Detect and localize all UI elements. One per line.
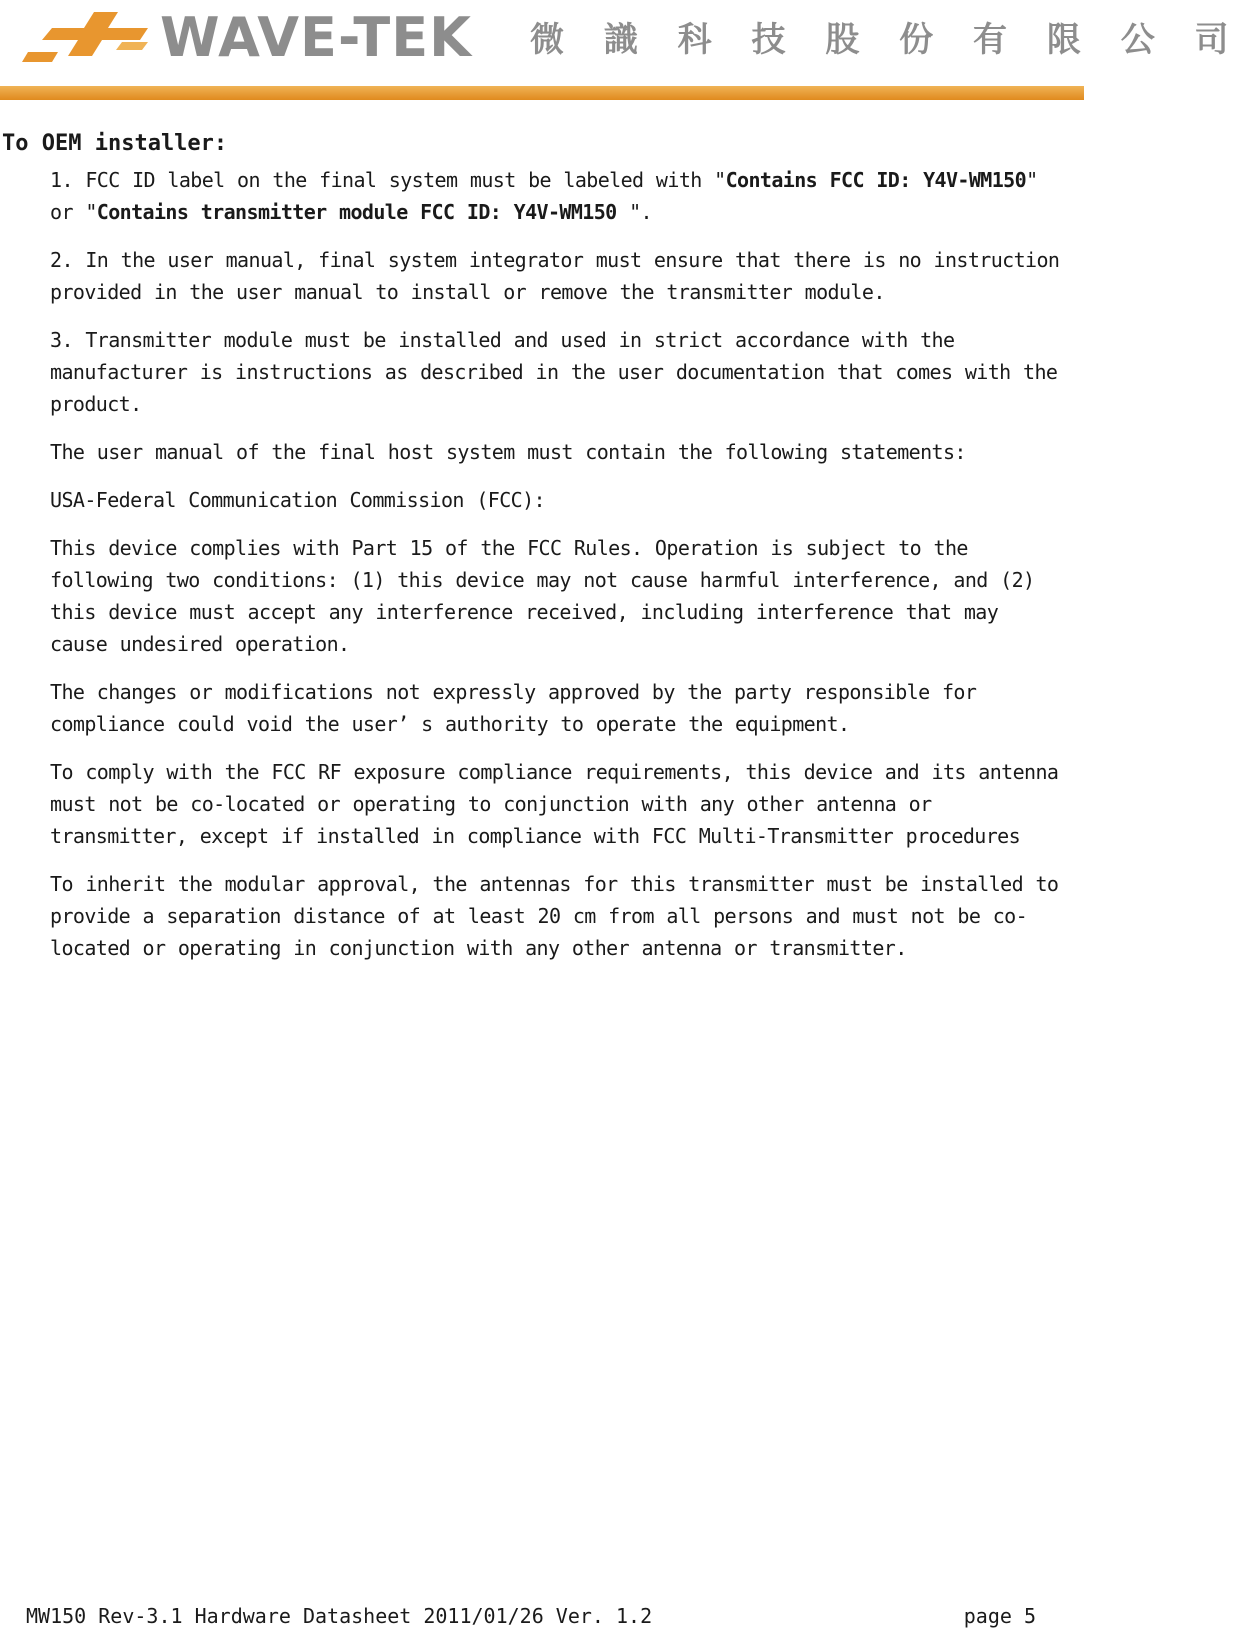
brand-logo-text: WAVE-TEK [160,6,472,69]
paragraph-modifications [50,676,1060,740]
text-run: " or " [50,168,1038,224]
page-number: page 5 [963,1604,1036,1628]
page-footer [26,1604,1036,1628]
brand-chinese-name: 微 識 科 技 股 份 有 限 公 司 [530,20,1243,60]
paragraph-fcc-label [50,164,1060,228]
paragraph-fcc-heading: USA-Federal Communication Commission (FCC): [50,488,545,512]
text-run: ". [616,200,652,224]
text-run-emphasis: compliance could void the user’ s authority to operate the equipment. [50,712,850,736]
module-fcc-id-statement: Contains transmitter module FCC ID: Y4V-WM150 [96,200,617,224]
text-run: The changes or modifications not expressly approved by the party responsible for [50,680,977,704]
paragraph-statements-intro: The user manual of the final host system must contain the following statements: [50,440,966,464]
document-body [0,128,1084,980]
footer-document-info: MW150 Rev-3.1 Hardware Datasheet 2011/01/26 Ver. 1.2 [26,1604,653,1628]
section-title: To OEM installer: [2,131,228,156]
header-accent-bar [0,86,1084,100]
paragraph-rf-exposure: To comply with the FCC RF exposure compliance requirements, this device and its antenna must not be co-located or operating to conjunction with any other antenna or transmitter, except if installed in compliance with FCC Multi-Transmitter procedures [50,760,1059,848]
paragraph-modular-approval: To inherit the modular approval, the antennas for this transmitter must be installed to provide a separation distance of at least 20 cm from all persons and must not be co-located or operating in conjunction with any other antenna or transmitter. [50,872,1059,960]
paragraph-part15: This device complies with Part 15 of the FCC Rules. Operation is subject to the following two conditions: (1) this device may not cause harmful interference, and (2) this device must accept any interference received, including interference that may cause undesired operation. [50,536,1035,656]
fcc-id-statement: Contains FCC ID: Y4V-WM150 [725,168,1027,192]
page-header [0,0,1243,100]
paragraph-installation: 3. Transmitter module must be installed and used in strict accordance with the manufacturer is instructions as described in the user documentation that comes with the product. [50,328,1058,416]
wave-tek-logo-icon [22,8,152,66]
text-run: 1. FCC ID label on the final system must be labeled with " [50,168,726,192]
paragraph-user-manual: 2. In the user manual, final system integrator must ensure that there is no instruction provided in the user manual to install or remove the transmitter module. [50,248,1060,304]
